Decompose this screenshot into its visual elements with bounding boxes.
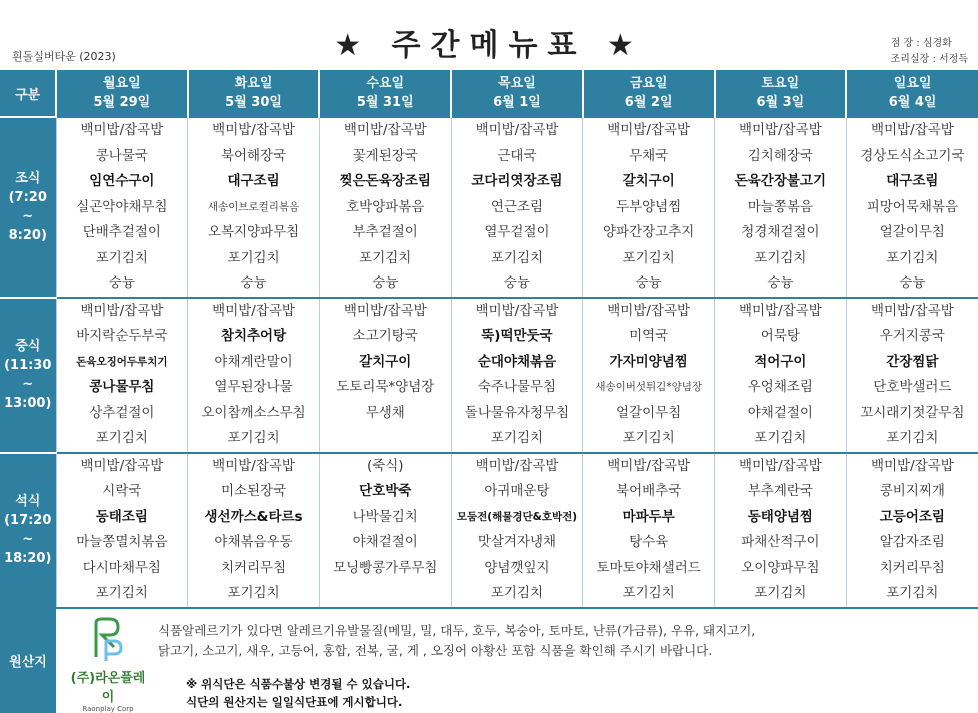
menu-cell [715,117,847,298]
meal-label-line: (17:20 [4,513,52,528]
menu-item: 상추겉절이 [89,404,155,421]
notice-line-2: 식단의 원산지는 일일식단표에 게시합니다. [186,694,403,709]
menu-item: 포기김치 [622,585,675,601]
meal-row [0,117,978,298]
meal-label-line: 조식 [15,171,41,187]
menu-item: 백미밥/잡곡밥 [870,122,954,138]
meal-row [0,453,978,608]
menu-cell [846,117,978,298]
day-name: 수요일 [366,76,405,91]
menu-item: 고등어조림 [879,508,945,525]
menu-cell [451,453,583,608]
menu-cell [56,298,188,453]
menu-item: 백미밥/잡곡밥 [738,122,822,138]
menu-item: 숭늉 [108,275,135,291]
logo-name: (주)라온플레이 [70,670,146,705]
menu-item: 미소된장국 [220,483,287,499]
menu-item: 숭늉 [372,275,399,291]
menu-item: 포기김치 [622,249,675,266]
menu-item: 돈육간장불고기 [734,173,827,189]
menu-item: 알감자조림 [879,534,945,550]
menu-item: 백미밥/잡곡밥 [80,457,164,474]
menu-item: 포기김치 [754,585,807,601]
menu-item: 백미밥/잡곡밥 [475,302,559,319]
menu-item: 두부양념찜 [616,198,682,215]
menu-cell [319,117,451,298]
menu-item: 단배추겉절이 [82,224,161,240]
meal-label-line: 18:20) [4,551,52,566]
menu-item: 백미밥/잡곡밥 [738,302,822,319]
menu-item: 탕수육 [629,534,669,550]
meal-label [0,117,56,298]
menu-cell [715,453,847,608]
menu-item: 바지락순두부국 [76,328,168,344]
menu-item: 아귀매운탕 [484,483,550,499]
menu-item: 간장찜닭 [886,353,939,370]
menu-item: 토마토야채샐러드 [596,559,701,576]
day-date: 5월 29일 [93,95,151,110]
meal-label-line: ~ [22,532,34,547]
menu-item: 숭늉 [635,275,662,291]
page-title: ★ 주간메뉴표 ★ [334,28,644,63]
day-name: 토요일 [761,76,800,91]
day-name: 월요일 [103,76,141,91]
meal-label-line: 석식 [15,494,41,509]
menu-item: 꼬시래기젓갈무침 [860,404,965,421]
origin-row [0,608,978,713]
menu-item: 포기김치 [95,249,148,266]
menu-item: 호박양파볶음 [346,198,425,215]
menu-item: 숙주나물무침 [477,379,557,395]
allergy-line-2: 닭고기, 소고기, 새우, 고등어, 홍합, 전복, 굴, 게 , 오징어 아황산 포함 식품을 확인해 주시기 바랍니다. [158,642,713,658]
menu-item: 오이참깨소스무침 [201,404,306,421]
day-header-4 [583,70,715,117]
day-date: 6월 4일 [888,95,937,110]
menu-item: 다시마채무침 [82,559,161,576]
menu-item: 순대야채볶음 [477,353,557,370]
menu-item: 코다리엿장조림 [471,173,563,189]
org-name: 흰돌실버타운 (2023) [12,50,116,63]
chef-line: 조리실장 : 서정득 [890,54,968,65]
menu-cell [583,298,715,453]
allergy-line-1: 식품알레르기가 있다면 알레르기유발물질(메밀, 밀, 대두, 호두, 복숭아, 토마토, 난류(가금류), 우유, 돼지고기, [158,622,756,638]
meal-label-line: 13:00) [4,396,52,411]
staff-info [891,36,968,68]
menu-item: 북어해장국 [220,147,287,164]
menu-item: 백미밥/잡곡밥 [738,457,822,474]
menu-item: 포기김치 [886,249,939,266]
meal-label-line: ~ [22,209,34,225]
menu-item: 연근조림 [490,198,544,215]
menu-cell [56,117,188,298]
day-name: 화요일 [234,76,273,91]
corner-header: 구분 [0,70,56,117]
menu-item: 새송이브로컬리볶음 [207,200,300,213]
menu-item: 열무된장나물 [214,379,293,395]
menu-item: 얼갈이무침 [879,224,945,240]
menu-item: 콩나물무침 [89,379,155,395]
menu-item: 포기김치 [227,430,280,446]
menu-cell [319,453,451,608]
menu-item: 양파간장고추지 [603,224,695,240]
menu-item: 숭늉 [767,275,794,291]
day-header-6 [846,70,978,117]
menu-item: 백미밥/잡곡밥 [212,302,295,319]
menu-item: 백미밥/잡곡밥 [607,122,691,138]
menu-item: 백미밥/잡곡밥 [212,122,295,138]
menu-item: 포기김치 [622,430,675,446]
manager-line: 점 장 : 심경화 [890,38,952,49]
menu-item: 포기김치 [886,585,939,601]
menu-item: 마늘쫑멸치볶음 [76,534,168,550]
day-date: 5월 30일 [225,95,282,110]
origin-cell [56,608,978,713]
menu-item: 포기김치 [754,249,807,266]
menu-item: 어묵탕 [760,328,800,344]
day-date: 6월 1일 [493,95,541,110]
menu-cell [188,298,320,453]
menu-item: 포기김치 [227,249,280,266]
menu-item: 야채겉절이 [352,534,418,550]
menu-item [320,426,451,452]
menu-item: 가자미양념찜 [609,353,688,370]
menu-item: 야채겉절이 [747,404,813,421]
menu-item: 우거지콩국 [879,328,945,344]
menu-change-notice [186,675,410,711]
menu-item: 도토리묵*양념장 [336,379,435,395]
origin-label: 원산지 [0,608,56,713]
menu-cell [715,298,847,453]
menu-item: 무채국 [629,147,669,164]
menu-item: 실곤약야채무침 [76,198,168,215]
menu-item: 피망어묵채볶음 [866,198,958,215]
meal-row [0,298,978,453]
menu-item: 숭늉 [899,275,926,291]
day-header-row [0,70,978,117]
day-name: 목요일 [498,76,536,91]
menu-item: 양념깻잎지 [484,559,550,576]
menu-item: 갈치구이 [359,353,412,370]
menu-cell [56,453,188,608]
menu-item: 치커리무침 [879,559,945,576]
menu-cell [583,117,715,298]
menu-item: 대구조림 [886,173,939,189]
menu-item: 숭늉 [240,275,267,291]
menu-item: 동태양념찜 [747,508,813,525]
menu-item: 김치해장국 [747,147,813,164]
menu-item: 백미밥/잡곡밥 [343,122,427,138]
menu-item: 포기김치 [359,249,412,266]
raonplay-logo-icon [88,617,128,663]
menu-item: 열무겉절이 [484,224,550,240]
menu-item: 부추계란국 [747,483,813,499]
menu-item: (죽식) [366,457,404,474]
menu-item: 임연수구이 [89,173,155,189]
menu-item: 모닝빵콩가루무침 [333,559,438,576]
menu-item: 갈치구이 [622,173,675,189]
menu-item: 오이양파무침 [741,559,820,576]
meal-label-line: (11:30 [4,358,52,373]
menu-item: 백미밥/잡곡밥 [343,302,427,319]
menu-item: 백미밥/잡곡밥 [870,302,954,319]
menu-item: 포기김치 [95,430,148,446]
menu-item: 백미밥/잡곡밥 [80,122,164,138]
day-name: 금요일 [629,76,668,91]
menu-item: 적어구이 [754,353,807,370]
menu-item: 포기김치 [490,430,544,446]
menu-item: 나박물김치 [352,508,418,525]
day-header-5 [715,70,847,117]
menu-cell [188,453,320,608]
day-name: 일요일 [893,76,932,91]
menu-item: 생선까스&타르s [204,508,303,525]
menu-item: 돈육오징어두루치기 [76,355,168,368]
menu-item: 숭늉 [503,275,530,291]
menu-item: 콩비지찌개 [879,483,945,499]
menu-cell [319,298,451,453]
menu-cell [188,117,320,298]
menu-item: 백미밥/잡곡밥 [475,457,559,474]
menu-cell [451,117,583,298]
menu-item: 소고기탕국 [352,328,418,344]
menu-item: 포기김치 [227,585,280,601]
menu-item: 대구조림 [227,173,280,189]
day-date: 6월 3일 [756,95,805,110]
menu-item: 백미밥/잡곡밥 [870,457,954,474]
meal-label-line: (7:20 [8,190,47,206]
menu-item: 백미밥/잡곡밥 [607,457,691,474]
menu-item: 백미밥/잡곡밥 [607,302,691,319]
menu-item: 뚝)떡만둣국 [481,328,553,344]
menu-item: 맛살겨자냉채 [477,534,557,550]
menu-item: 얼갈이무침 [616,404,682,421]
menu-item [320,581,451,607]
menu-item: 마파두부 [622,508,675,525]
menu-item: 북어배추국 [616,483,682,499]
day-header-1 [188,70,320,117]
menu-item: 참치추어탕 [220,328,287,344]
menu-item: 포기김치 [754,430,807,446]
menu-item: 백미밥/잡곡밥 [475,122,559,138]
menu-cell [846,298,978,453]
menu-item: 야채볶음우동 [214,534,293,550]
menu-item: 포기김치 [490,585,544,601]
menu-item: 백미밥/잡곡밥 [80,302,164,319]
menu-item: 미역국 [629,328,669,344]
menu-item: 근대국 [497,147,537,164]
menu-item: 야채계란말이 [214,353,293,370]
menu-item: 포기김치 [95,585,148,601]
menu-item: 콩나물국 [95,147,148,164]
menu-item: 돌나물유자청무침 [464,404,570,421]
menu-item: 새송이버섯튀김*양념장 [595,381,702,393]
menu-item: 부추겉절이 [352,224,418,240]
menu-item: 포기김치 [886,430,939,446]
menu-item: 치커리무침 [220,559,287,576]
notice-line-1: ※ 위식단은 식품수불상 변경될 수 있습니다. [186,676,411,691]
menu-item: 청경채겉절이 [741,224,820,240]
menu-item: 동태조림 [95,508,148,525]
day-header-0 [56,70,188,117]
day-date: 5월 31일 [356,95,414,110]
allergy-notice [158,621,978,661]
meal-label-line: 8:20) [8,228,47,244]
menu-item: 시락국 [102,483,142,499]
company-logo [68,617,148,713]
meal-label-line: 중식 [15,339,41,354]
day-date: 6월 2일 [624,95,673,110]
weekly-menu-table [0,70,978,713]
menu-item: 오복지양파무침 [207,224,300,240]
menu-item: 무생채 [365,404,405,421]
menu-item: 단호박죽 [359,483,412,499]
meal-label [0,298,56,453]
menu-item: 우엉채조림 [747,379,813,395]
menu-item: 찢은돈육장조림 [339,173,431,189]
menu-item: 백미밥/잡곡밥 [212,457,295,474]
menu-item: 모둠전(해물경단&호박전) [456,510,578,523]
menu-item: 파채산적구이 [741,534,820,550]
menu-item: 단호박샐러드 [873,379,952,395]
menu-item: 마늘쫑볶음 [747,198,813,215]
meal-label-line: ~ [22,377,34,392]
day-header-2 [319,70,451,117]
day-header-3 [451,70,583,117]
menu-item: 꽃게된장국 [352,147,418,164]
menu-item: 경상도식소고기국 [860,147,965,164]
menu-item: 포기김치 [490,249,544,266]
logo-subtitle: Raonplay Corp [82,704,134,713]
menu-cell [451,298,583,453]
menu-cell [583,453,715,608]
meal-label [0,453,56,608]
menu-cell [846,453,978,608]
